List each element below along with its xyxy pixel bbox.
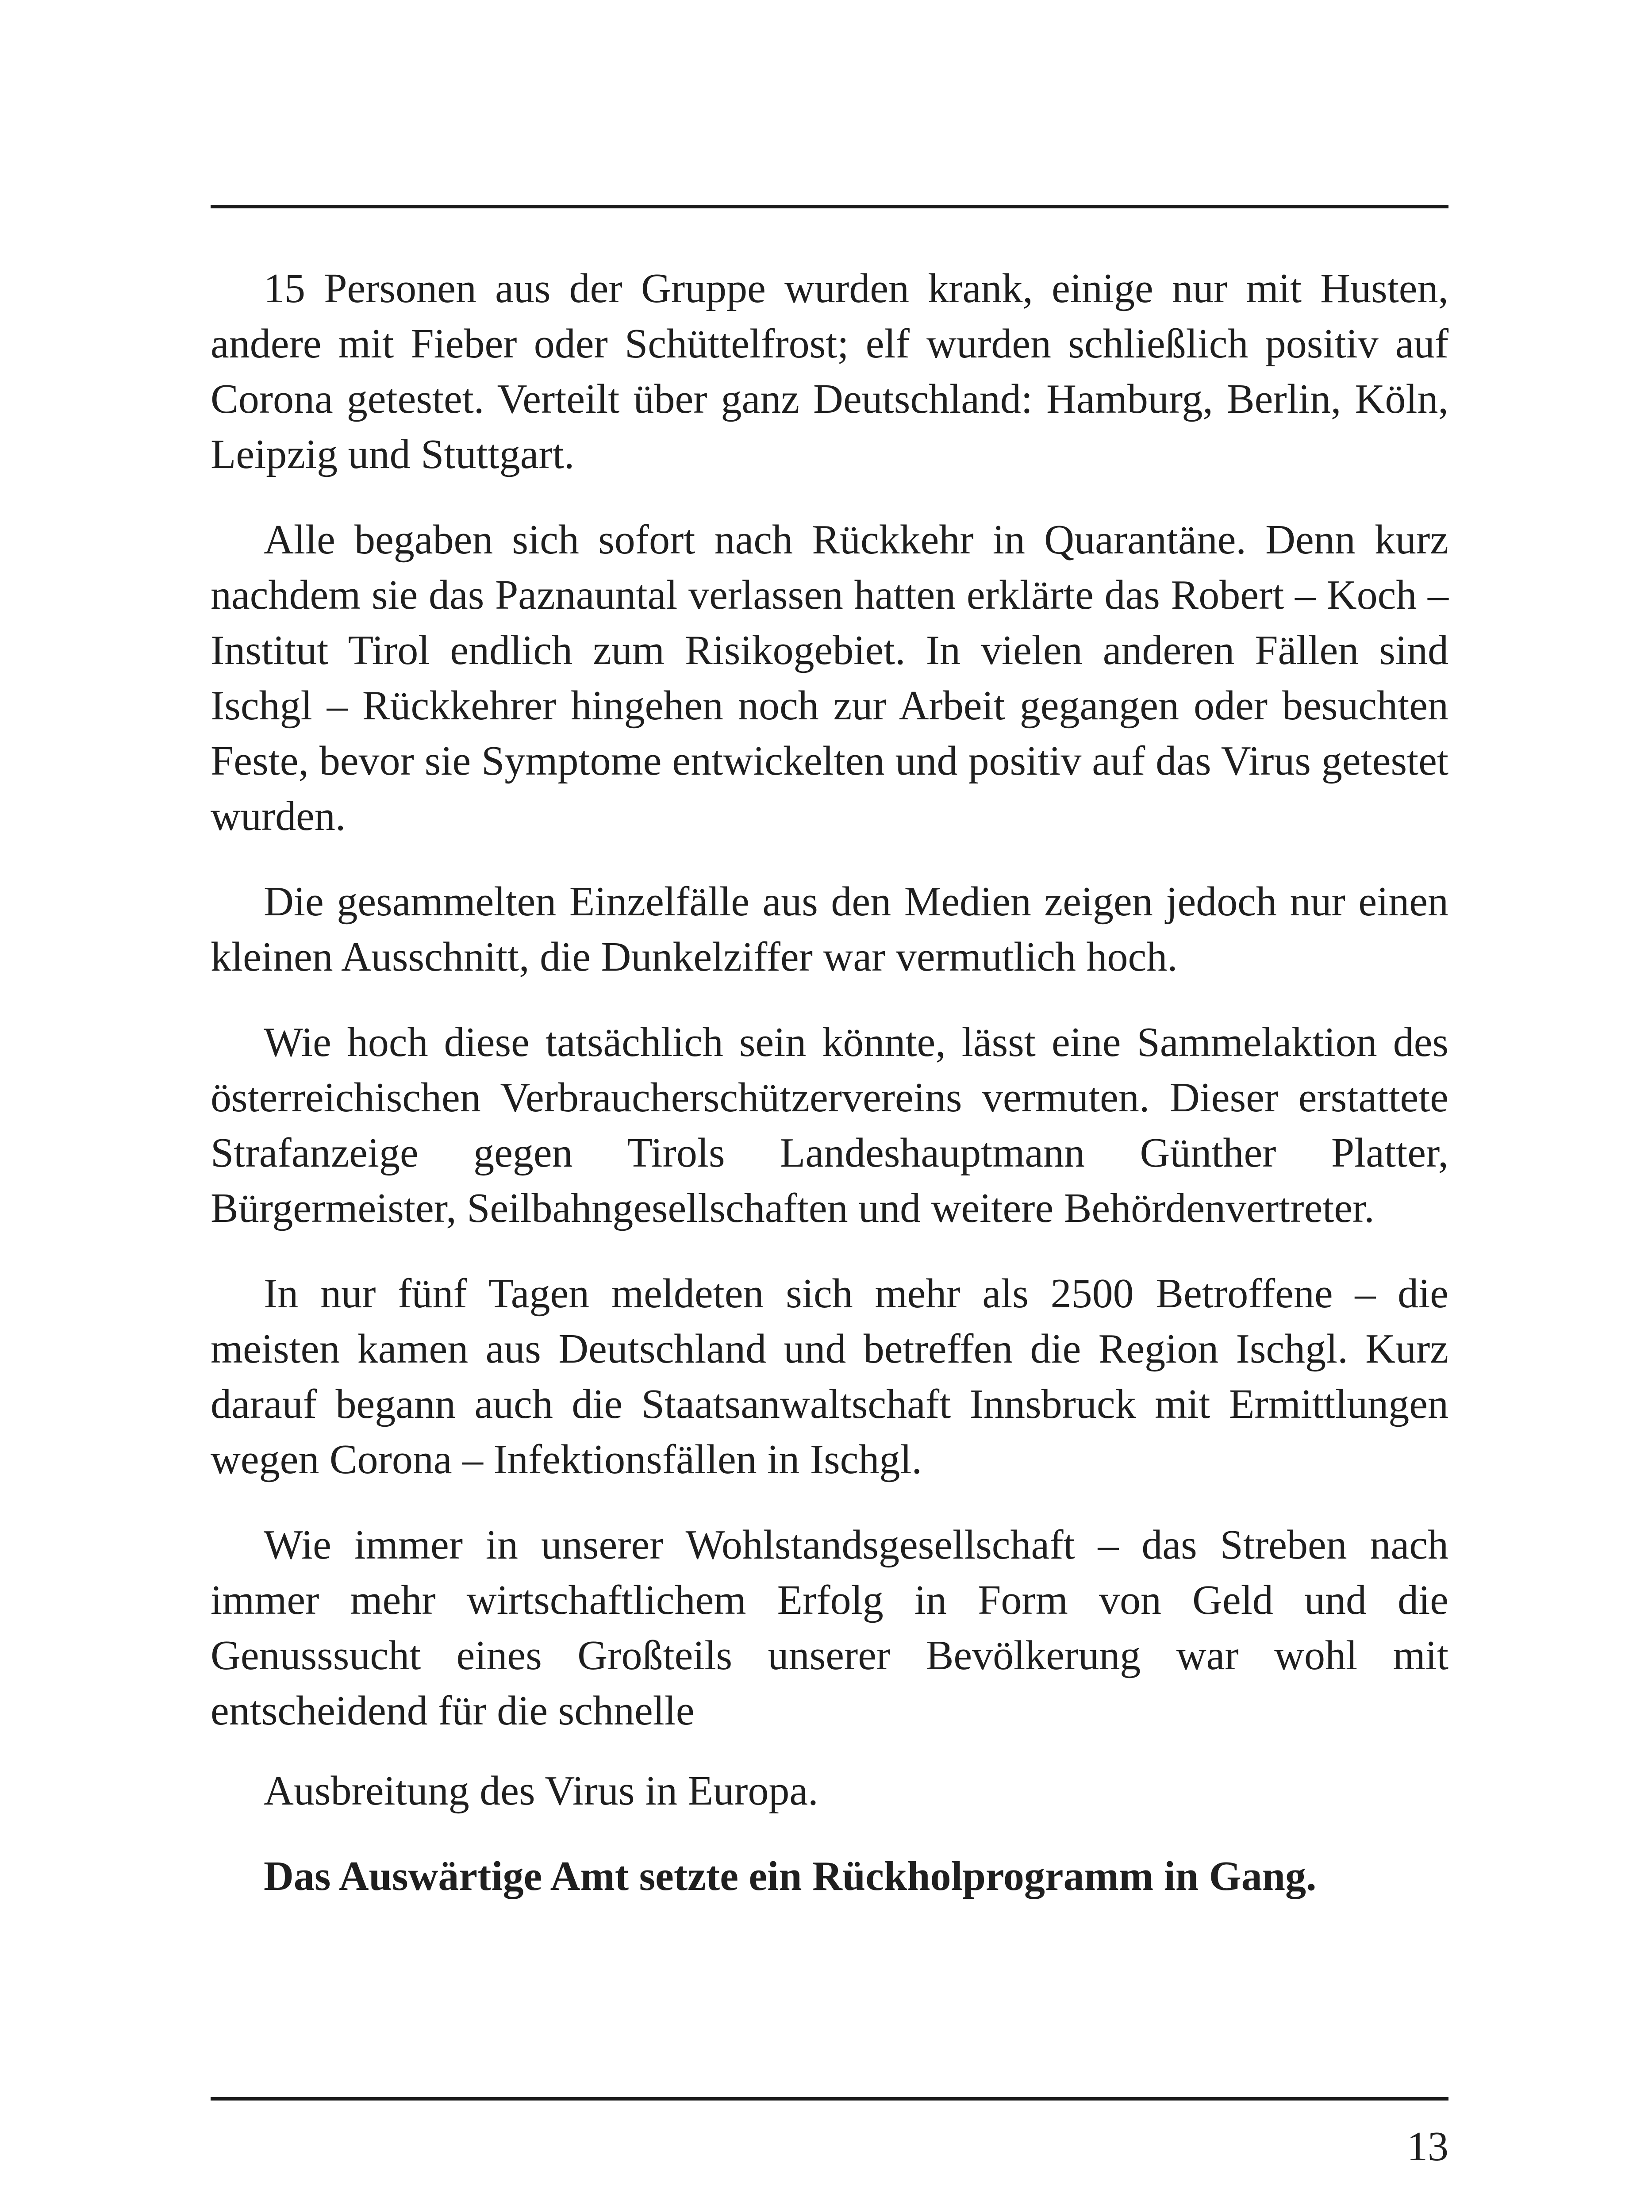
page-number: 13 xyxy=(1407,2124,1448,2170)
paragraph-3: Die gesammelten Einzelfälle aus den Medien zeigen jedoch nur einen kleinen Ausschnitt, die Dunkelziffer war vermutlich hoch. xyxy=(211,879,1448,980)
header-rule xyxy=(211,205,1448,208)
paragraph-7: Ausbreitung des Virus in Europa. xyxy=(264,1768,818,1814)
paragraph-6: Wie immer in unserer Wohlstandsgesellschaft – das Streben nach immer mehr wirtschaftlichem Erfolg in Form von Geld und die Genusssucht eines Großteils unserer Bevölkerung war wohl mit entscheidend für die schnelle xyxy=(211,1522,1448,1734)
page-body xyxy=(211,261,1448,1934)
paragraph-2: Alle begaben sich sofort nach Rückkehr in Quarantäne. Denn kurz nachdem sie das Paznauntal verlassen hatten erklärte das Robert – Koch – Institut Tirol endlich zum Risikogebiet. In vielen anderen Fällen sind Ischgl – Rückkehrer hingehen noch zur Arbeit gegangen oder besuchten Feste, bevor sie Symptome entwickelten und positiv auf das Virus getestet wurden. xyxy=(211,517,1448,839)
footer-rule xyxy=(211,2097,1448,2101)
bold-statement: Das Auswärtige Amt setzte ein Rückholprogramm in Gang. xyxy=(264,1853,1317,1899)
paragraph-4: Wie hoch diese tatsächlich sein könnte, lässt eine Sammelaktion des österreichischen Verbraucherschützervereins vermuten. Dieser erstattete Strafanzeige gegen Tirols Landeshauptmann Günther Platter, Bürgermeister, Seilbahngesellschaften und weitere Behördenvertreter. xyxy=(211,1019,1448,1231)
paragraph-1: 15 Personen aus der Gruppe wurden krank, einige nur mit Husten, andere mit Fieber oder Schüttelfrost; elf wurden schließlich positiv auf Corona getestet. Verteilt über ganz Deutschland: Hamburg, Berlin, Köln, Leipzig und Stuttgart. xyxy=(211,265,1448,477)
paragraph-5: In nur fünf Tagen meldeten sich mehr als 2500 Betroffene – die meisten kamen aus Deutschland und betreffen die Region Ischgl. Kurz darauf begann auch die Staatsanwaltschaft Innsbruck mit Ermittlungen wegen Corona – Infektionsfällen in Ischgl. xyxy=(211,1271,1448,1482)
